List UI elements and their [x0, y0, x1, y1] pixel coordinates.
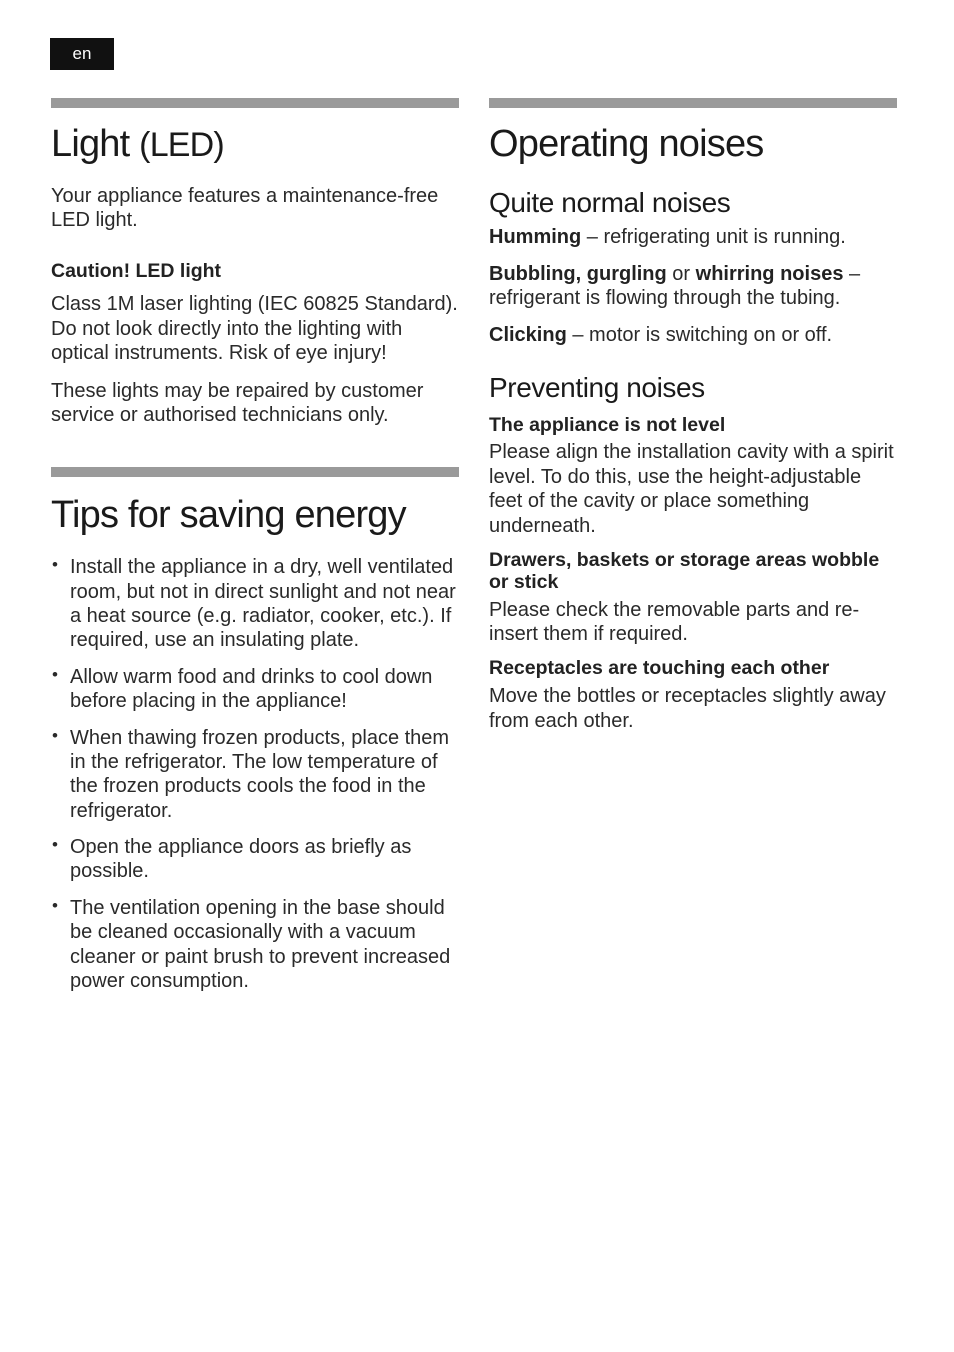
section-rule	[489, 98, 897, 108]
light-section	[51, 98, 459, 427]
language-tab: en	[50, 38, 114, 70]
section-rule	[51, 98, 459, 108]
light-intro: Your appliance features a maintenance-free LED light.	[51, 184, 439, 232]
energy-tips-list	[51, 555, 459, 993]
list-item: • Install the appliance in a dry, well ventilated room, but not in direct sunlight and not near a heat source (e.g. radiator, cooker, etc.). If required, use an insulating plate.	[51, 555, 459, 653]
repair-text: These lights may be repaired by customer service or authorised technicians only.	[51, 379, 424, 426]
list-item: • When thawing frozen products, place them in the refrigerator. The low temperature of the frozen products cools the food in the refrigerator.	[51, 726, 459, 824]
clicking-item: Clicking – motor is switching on or off.	[489, 323, 833, 346]
item-text: Please check the removable parts and re-insert them if required.	[489, 598, 860, 645]
noises-title: Operating noises	[489, 123, 764, 165]
section-rule	[51, 467, 459, 477]
normal-noises-heading: Quite normal noises	[489, 186, 731, 218]
list-item: • The ventilation opening in the base should be cleaned occasionally with a vacuum cleaner or paint brush to prevent increased power consumption.	[51, 896, 459, 994]
light-title: Light (LED)	[51, 123, 224, 165]
humming-item: Humming – refrigerating unit is running.	[489, 226, 846, 249]
item-heading: Drawers, baskets or storage areas wobble or stick	[489, 548, 880, 593]
item-heading: The appliance is not level	[489, 413, 726, 436]
caution-text: Class 1M laser lighting (IEC 60825 Standard). Do not look directly into the lighting with optical instruments. Risk of eye injury!	[51, 293, 458, 365]
noises-section	[489, 98, 897, 733]
caution-heading: Caution! LED light	[51, 259, 222, 282]
energy-section	[51, 467, 459, 993]
left-column	[51, 98, 459, 1005]
bubbling-item: Bubbling, gurgling or whirring noises – refrigerant is flowing through the tubing.	[489, 262, 861, 310]
energy-title: Tips for saving energy	[51, 494, 406, 537]
item-text: Please align the installation cavity with a spirit level. To do this, use the height-adjustable feet of the cavity or place something underneath.	[489, 441, 894, 537]
item-text: Move the bottles or receptacles slightly away from each other.	[489, 685, 886, 732]
list-item: • Allow warm food and drinks to cool down before placing in the appliance!	[51, 665, 459, 714]
preventing-noises-heading: Preventing noises	[489, 371, 705, 403]
list-item: • Open the appliance doors as briefly as possible.	[51, 835, 459, 884]
right-column	[489, 98, 897, 745]
item-heading: Receptacles are touching each other	[489, 657, 830, 680]
